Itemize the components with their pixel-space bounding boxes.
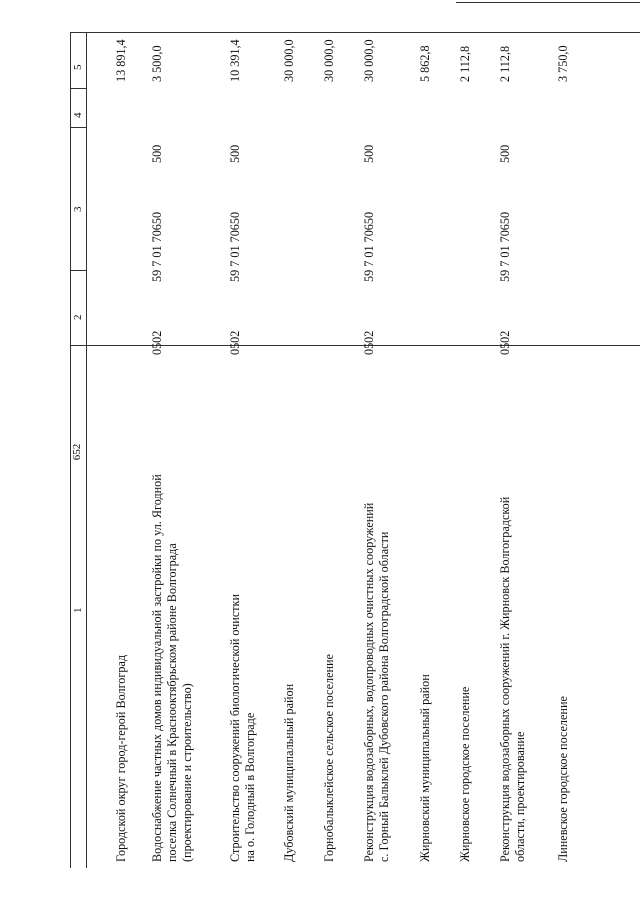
row-3-target-code: 59 7 01 70650 bbox=[228, 211, 242, 282]
row-6-target-code: 59 7 01 70650 bbox=[362, 211, 376, 282]
row-6-name-line: с. Горный Балыклей Дубовского района Волгоградской области bbox=[377, 531, 391, 862]
row-3-amount: 10 391,4 bbox=[228, 39, 242, 82]
row-7-amount: 5 862,8 bbox=[418, 45, 432, 82]
column-header-3: 3 bbox=[72, 206, 84, 212]
row-6-amount: 30 000,0 bbox=[362, 39, 376, 82]
row-6-name-line: Реконструкция водозаборных, водопроводных очистных сооружений bbox=[362, 502, 376, 862]
row-4-amount: 30 000,0 bbox=[282, 39, 296, 82]
row-4-name-line: Дубовский муниципальный район bbox=[282, 683, 296, 862]
row-7-name-line: Жирновский муниципальный район bbox=[418, 674, 432, 862]
header-bottom-rule bbox=[86, 32, 87, 868]
row-10-amount: 3 750,0 bbox=[556, 45, 570, 82]
column-header-1: 1 bbox=[72, 607, 84, 613]
row-3-section-code: 0502 bbox=[228, 330, 242, 355]
row-2-expense-type: 500 bbox=[150, 144, 164, 163]
row-8-name-line: Жирновское городское поселение bbox=[458, 686, 472, 862]
row-9-name-line: области, проектирование bbox=[513, 731, 527, 862]
row-1-name-line: Городской округ город-герой Волгоград bbox=[114, 654, 128, 862]
row-5-amount: 30 000,0 bbox=[322, 39, 336, 82]
row-8-amount: 2 112,8 bbox=[458, 45, 472, 82]
row-10-name-line: Линевское городское поселение bbox=[556, 696, 570, 862]
row-2-amount: 3 500,0 bbox=[150, 45, 164, 82]
row-2-name-line: поселка Солнечный в Краснооктябрьском районе Волгограда bbox=[165, 543, 179, 862]
row-3-name-line: Строительство сооружений биологической очистки bbox=[228, 594, 242, 862]
row-2-name-line: (проектирование и строительство) bbox=[180, 683, 194, 862]
col-divider-4-5 bbox=[70, 88, 86, 89]
header-top-rule bbox=[70, 32, 71, 868]
row-6-expense-type: 500 bbox=[362, 144, 376, 163]
row-1-amount: 13 891,4 bbox=[114, 39, 128, 82]
row-9-target-code: 59 7 01 70650 bbox=[498, 211, 512, 282]
row-2-section-code: 0502 bbox=[150, 330, 164, 355]
row-9-name-line: Реконструкция водозаборных сооружений г. Жирновск Волгоградской bbox=[498, 496, 512, 862]
row-3-name-line: на о. Голодный в Волгограде bbox=[243, 712, 257, 862]
column-header-4: 4 bbox=[72, 112, 84, 118]
row-3-expense-type: 500 bbox=[228, 144, 242, 163]
col-divider-2-3 bbox=[70, 270, 86, 271]
column-header-2: 2 bbox=[72, 314, 84, 320]
column-header-5: 5 bbox=[72, 64, 84, 70]
row-5-name-line: Горнобалыклейское сельское поселение bbox=[322, 654, 336, 862]
table-top-rule bbox=[70, 32, 640, 33]
row-2-name-line: Водоснабжение частных домов индивидуальной застройки по ул. Ягодной bbox=[150, 474, 164, 862]
row-9-expense-type: 500 bbox=[498, 144, 512, 163]
top-rule bbox=[456, 2, 640, 3]
row-9-amount: 2 112,8 bbox=[498, 45, 512, 82]
row-2-target-code: 59 7 01 70650 bbox=[150, 211, 164, 282]
col-divider-3-4 bbox=[70, 127, 86, 128]
row-9-section-code: 0502 bbox=[498, 330, 512, 355]
page-number: 652 bbox=[71, 443, 83, 461]
row-6-section-code: 0502 bbox=[362, 330, 376, 355]
